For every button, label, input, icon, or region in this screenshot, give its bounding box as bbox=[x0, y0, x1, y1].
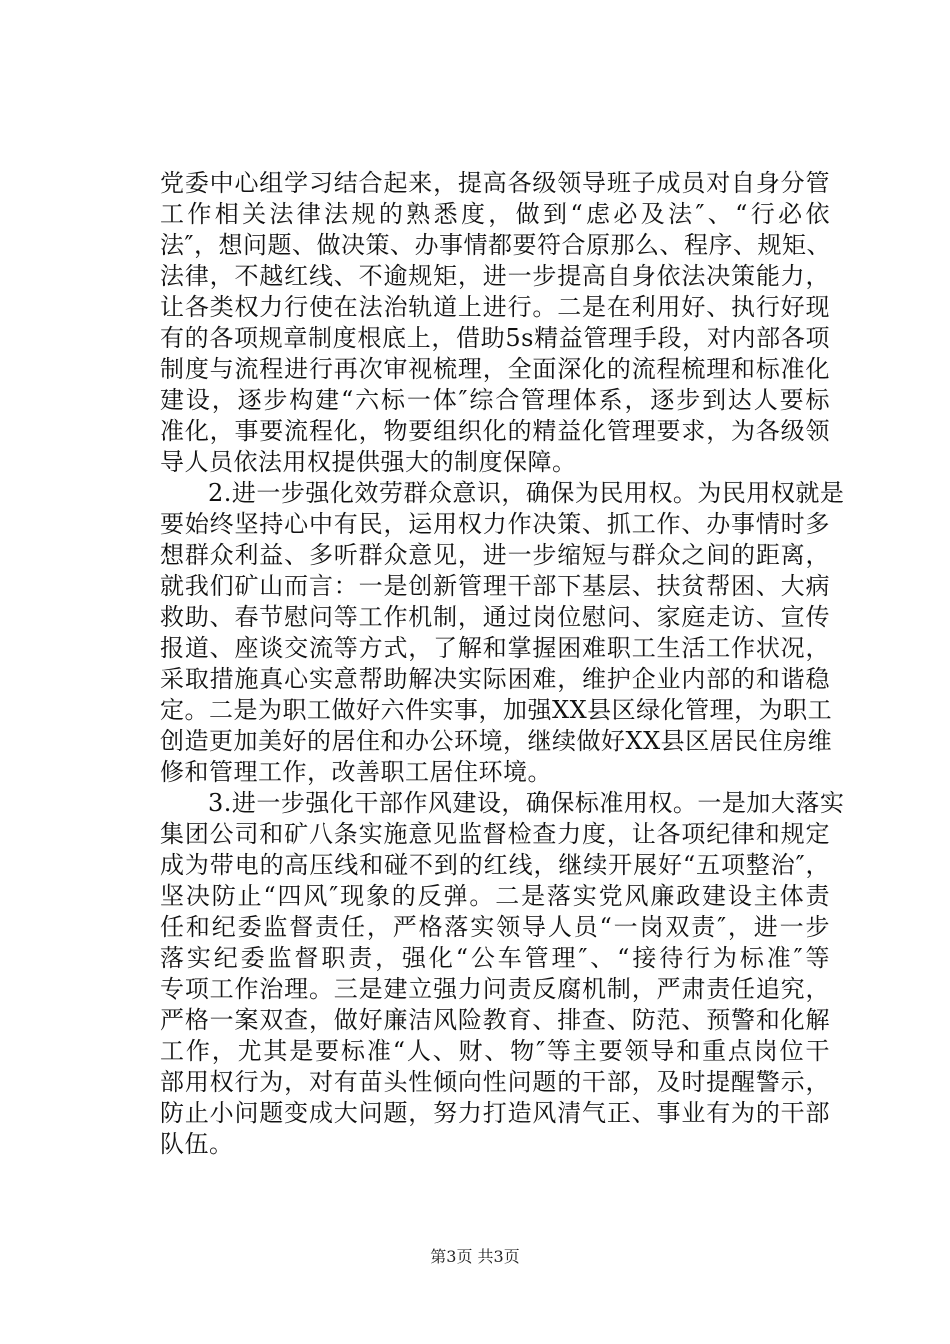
text-line: 法律，不越红线、不逾规矩，进一步提高自身依法决策能力， bbox=[160, 262, 830, 290]
text-line: 2.进一步强化效劳群众意识，确保为民用权。为民用权就是 bbox=[208, 479, 845, 507]
text-line: 工作相关法律法规的熟悉度，做到“虑必及法″、“行必依 bbox=[160, 200, 830, 228]
text-line: 工作，尤其是要标准“人、财、物″等主要领导和重点岗位干 bbox=[160, 1037, 830, 1065]
paragraph-1 bbox=[160, 168, 830, 478]
text-line: 创造更加美好的居住和办公环境，继续做好XX县区居民住房维 bbox=[160, 727, 833, 755]
text-line: 部用权行为，对有苗头性倾向性问题的干部，及时提醒警示， bbox=[160, 1068, 830, 1096]
text-line: 就我们矿山而言：一是创新管理干部下基层、扶贫帮困、大病 bbox=[160, 572, 830, 600]
text-line: 队伍。 bbox=[160, 1130, 234, 1158]
text-line: 任和纪委监督责任，严格落实领导人员“一岗双责″，进一步 bbox=[160, 913, 830, 941]
paragraph-3 bbox=[160, 788, 845, 1160]
page-footer: 第3页 共3页 bbox=[430, 1247, 520, 1266]
text-line: 落实纪委监督职责，强化“公车管理″、“接待行为标准″等 bbox=[160, 944, 830, 972]
text-line: 救助、春节慰问等工作机制，通过岗位慰问、家庭走访、宣传 bbox=[160, 603, 830, 631]
text-line: 严格一案双查，做好廉洁风险教育、排查、防范、预警和化解 bbox=[160, 1006, 830, 1034]
text-line: 定。二是为职工做好六件实事，加强XX县区绿化管理，为职工 bbox=[160, 696, 833, 724]
text-line: 3.进一步强化干部作风建设，确保标准用权。一是加大落实 bbox=[208, 789, 845, 817]
document-body bbox=[160, 168, 845, 1160]
text-line: 坚决防止“四风″现象的反弹。二是落实党风廉政建设主体责 bbox=[160, 882, 830, 910]
text-line: 有的各项规章制度根底上，借助5s精益管理手段，对内部各项 bbox=[160, 324, 830, 352]
text-line: 导人员依法用权提供强大的制度保障。 bbox=[160, 448, 577, 476]
text-line: 集团公司和矿八条实施意见监督检查力度，让各项纪律和规定 bbox=[160, 820, 830, 848]
text-line: 法″，想问题、做决策、办事情都要符合原那么、程序、规矩、 bbox=[160, 231, 831, 259]
paragraph-2 bbox=[160, 478, 845, 788]
text-line: 修和管理工作，改善职工居住环境。 bbox=[160, 758, 552, 786]
text-line: 采取措施真心实意帮助解决实际困难，维护企业内部的和谐稳 bbox=[160, 665, 830, 693]
text-line: 成为带电的高压线和碰不到的红线，继续开展好“五项整治″， bbox=[160, 851, 830, 879]
text-line: 让各类权力行使在法治轨道上进行。二是在利用好、执行好现 bbox=[160, 293, 830, 321]
text-line: 党委中心组学习结合起来，提高各级领导班子成员对自身分管 bbox=[160, 169, 830, 197]
text-line: 制度与流程进行再次审视梳理，全面深化的流程梳理和标准化 bbox=[160, 355, 830, 383]
text-line: 要始终坚持心中有民，运用权力作决策、抓工作、办事情时多 bbox=[160, 510, 830, 538]
text-line: 防止小问题变成大问题，努力打造风清气正、事业有为的干部 bbox=[160, 1099, 830, 1127]
text-line: 专项工作治理。三是建立强力问责反腐机制，严肃责任追究， bbox=[160, 975, 830, 1003]
text-line: 想群众利益、多听群众意见，进一步缩短与群众之间的距离， bbox=[160, 541, 830, 569]
text-line: 报道、座谈交流等方式，了解和掌握困难职工生活工作状况， bbox=[160, 634, 830, 662]
text-line: 准化，事要流程化，物要组织化的精益化管理要求，为各级领 bbox=[160, 417, 830, 445]
text-line: 建设，逐步构建“六标一体″综合管理体系，逐步到达人要标 bbox=[160, 386, 830, 414]
